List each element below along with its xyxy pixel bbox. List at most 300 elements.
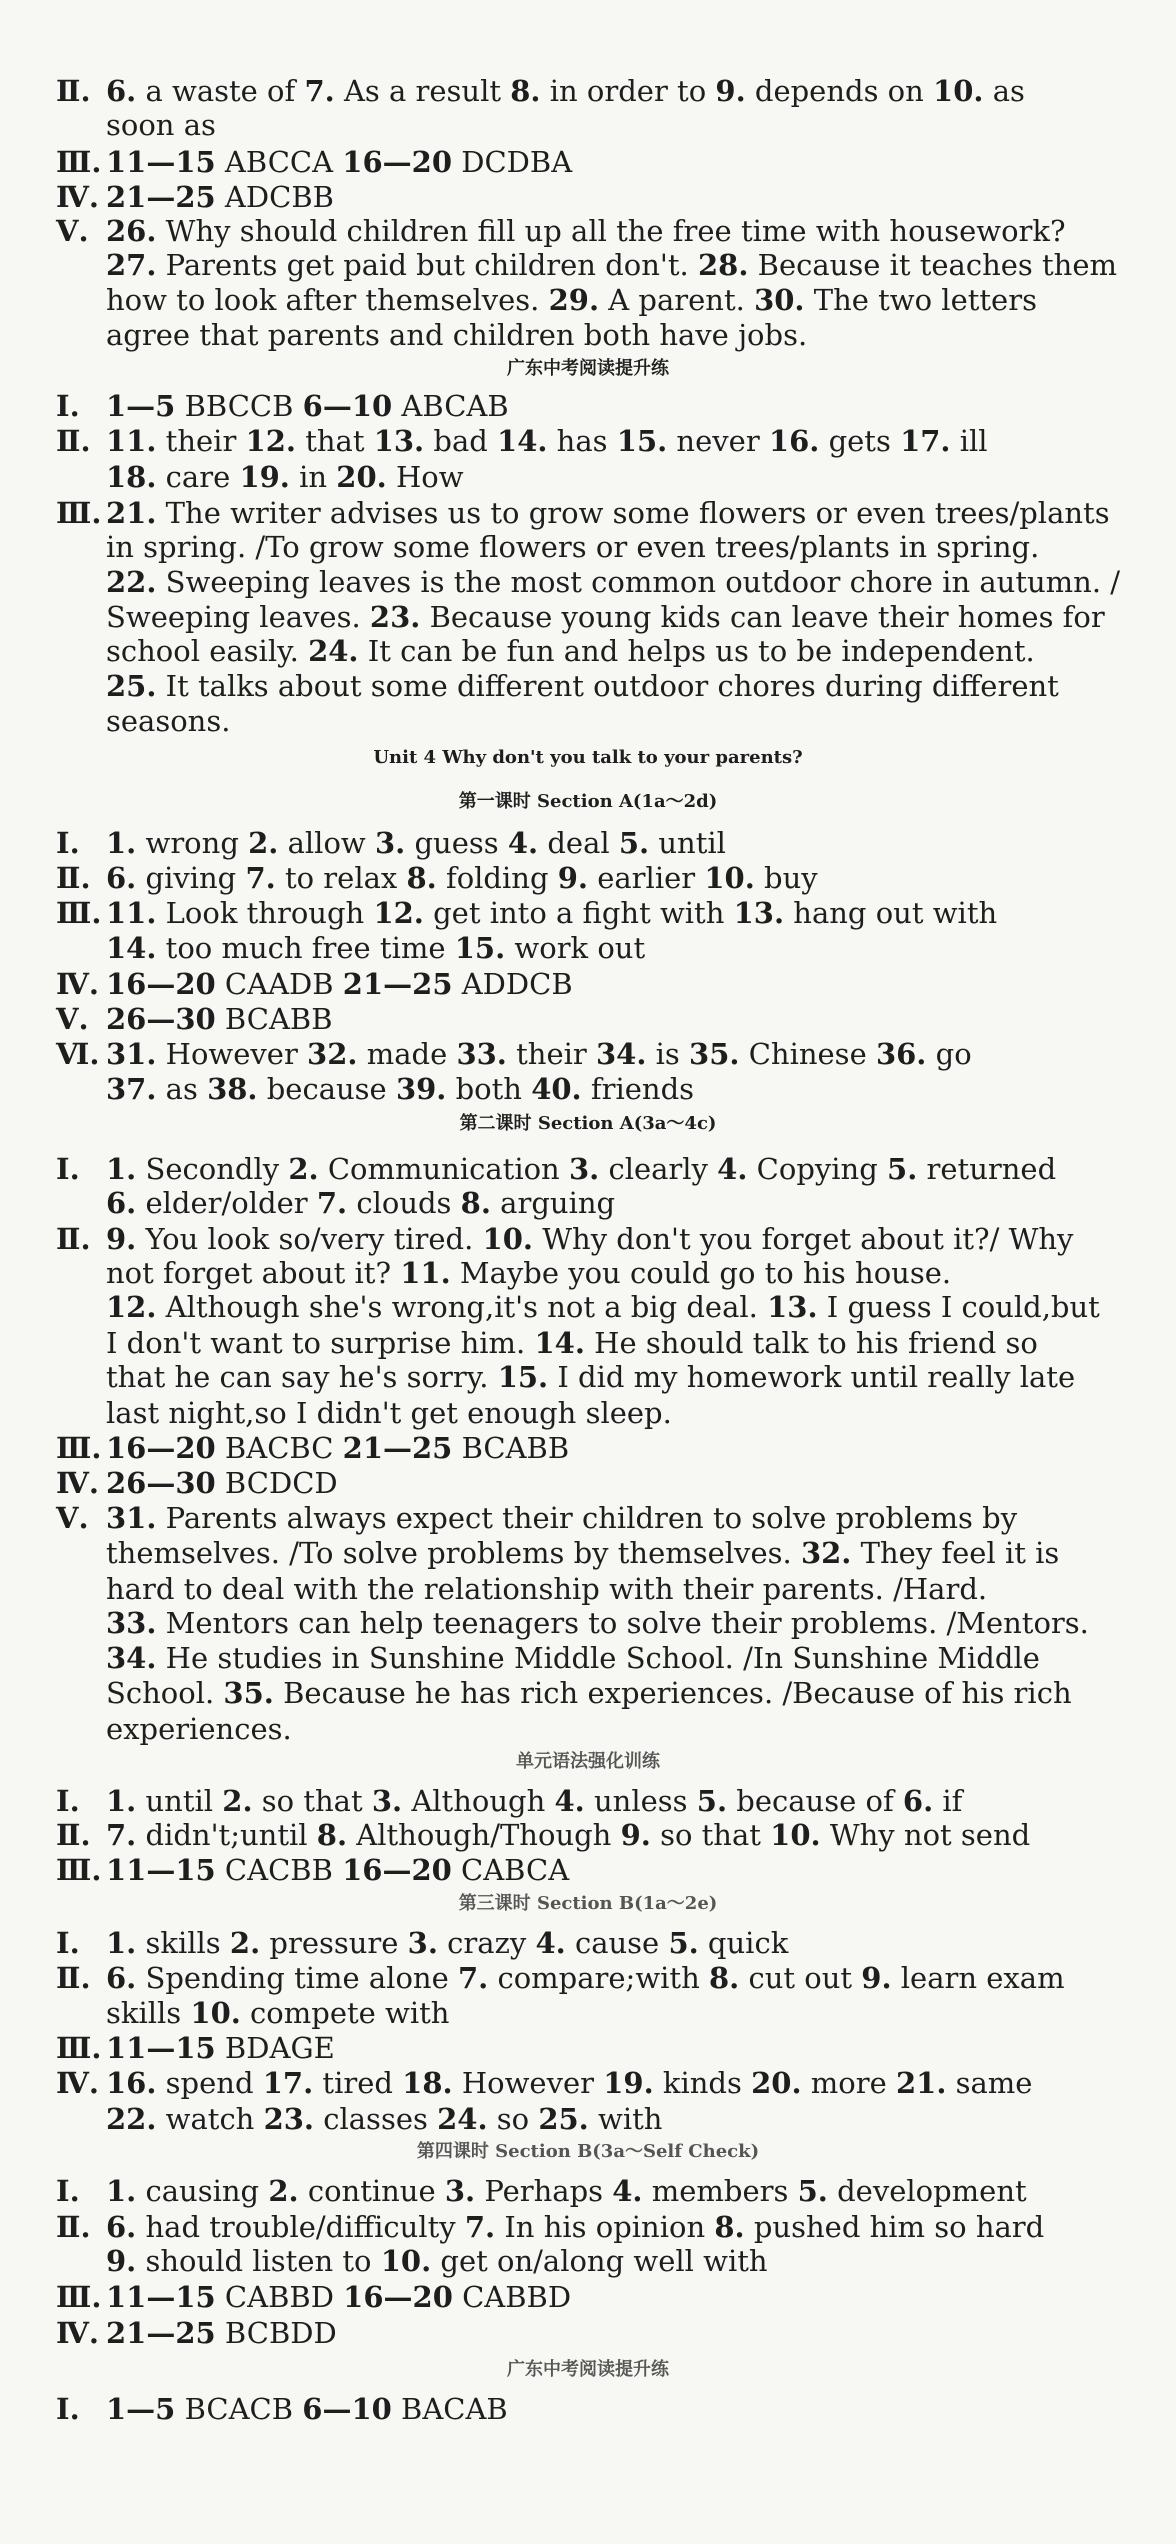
answer-line: [106, 2174, 1027, 2208]
answer-text: spend: [156, 2066, 263, 2100]
answer-line: [106, 2031, 335, 2065]
answer-text: CABCA: [451, 1853, 570, 1887]
part-label: Ⅱ.: [56, 1818, 91, 1852]
question-number: 3.: [371, 1784, 403, 1818]
answer-text: quick: [698, 1926, 789, 1960]
section-heading: 第三课时 Section B(1a～2e): [458, 1893, 718, 1914]
question-number: 7.: [245, 861, 276, 895]
answer-line: [106, 1431, 569, 1465]
answer-text: experiences.: [106, 1712, 292, 1746]
question-number: 6.: [106, 1961, 137, 1995]
answer-text: as: [983, 74, 1025, 108]
answer-text: depends on: [745, 74, 934, 108]
answer-text: last night,so I didn't get enough sleep.: [106, 1396, 672, 1430]
answer-text: However: [156, 1037, 308, 1071]
answer-line: [106, 669, 1059, 703]
answer-text: in spring. /To grow some flowers or even trees/plants in spring.: [106, 530, 1040, 564]
question-number: 16—20: [343, 2280, 453, 2314]
question-number: 4.: [507, 826, 539, 860]
answer-line: [106, 2102, 662, 2136]
answer-text: Why not send: [820, 1818, 1031, 1852]
question-number: 12.: [106, 1290, 157, 1324]
question-number: 28.: [697, 248, 749, 282]
question-number: 4.: [535, 1926, 566, 1960]
question-number: 39.: [395, 1072, 447, 1106]
question-number: 32.: [800, 1536, 852, 1570]
question-number: 32.: [307, 1037, 358, 1071]
answer-text: BDAGE: [215, 2031, 335, 2065]
part-label: Ⅱ.: [56, 1222, 91, 1256]
answer-line: [106, 1222, 1073, 1256]
answer-text: should listen to: [136, 2244, 381, 2278]
answer-text: cut out: [739, 1961, 862, 1995]
question-number: 16—20: [342, 145, 452, 179]
question-number: 25.: [106, 669, 157, 703]
answer-line: [106, 2316, 337, 2350]
question-number: 25.: [538, 2102, 589, 2136]
question-number: 1.: [106, 826, 137, 860]
answer-text: crazy: [437, 1926, 536, 1960]
answer-text: Because he has rich experiences. /Because of his rich: [273, 1676, 1072, 1710]
answer-text: ill: [950, 424, 988, 458]
answer-line: [106, 283, 1037, 317]
answer-text: not forget about it?: [106, 1256, 401, 1290]
question-number: 6.: [106, 2210, 137, 2244]
question-number: 8.: [460, 1186, 491, 1220]
answer-text: BACBC: [215, 1431, 343, 1465]
answer-text: to relax: [275, 861, 407, 895]
answer-text: However: [452, 2066, 604, 2100]
answer-line: [106, 1326, 1038, 1360]
answer-text: both: [446, 1072, 532, 1106]
answer-text: BBCCB: [175, 389, 303, 423]
question-number: 6.: [106, 861, 137, 895]
answer-text: How: [386, 460, 464, 494]
answer-text: kinds: [653, 2066, 752, 2100]
answer-text: Why don't you forget about it?/ Why: [533, 1222, 1074, 1256]
answer-text: folding: [436, 861, 558, 895]
section-heading: 广东中考阅读提升练: [507, 2359, 669, 2380]
answer-text: Because young kids can leave their homes for: [420, 600, 1105, 634]
part-label: Ⅱ.: [56, 1961, 91, 1995]
answer-text: members: [642, 2174, 798, 2208]
question-number: 6—10: [302, 2392, 392, 2426]
question-number: 9.: [557, 861, 589, 895]
answer-text: buy: [754, 861, 818, 895]
part-label: Ⅰ.: [56, 1152, 80, 1186]
question-number: 23.: [263, 2102, 315, 2136]
question-number: 8.: [708, 1961, 740, 1995]
part-label: Ⅰ.: [56, 826, 80, 860]
part-label: Ⅳ.: [56, 967, 100, 1001]
answer-line: [106, 214, 1066, 248]
answer-line: [106, 318, 807, 352]
answer-text: is: [646, 1037, 690, 1071]
answer-line: [106, 180, 334, 214]
question-number: 34.: [595, 1037, 647, 1071]
answer-text: get into a fight with: [423, 896, 734, 930]
answer-text: watch: [156, 2102, 264, 2136]
answer-text: had trouble/difficulty: [136, 2210, 465, 2244]
section-heading: 第四课时 Section B(3a～Self Check): [416, 2141, 760, 2162]
question-number: 30.: [754, 283, 805, 317]
question-number: 40.: [531, 1072, 582, 1106]
answer-text: their: [156, 424, 246, 458]
answer-line: [106, 1360, 1075, 1394]
answer-text: Because it teaches them: [748, 248, 1118, 282]
answer-text: BCACB: [175, 2392, 303, 2426]
answer-text: if: [933, 1784, 963, 1818]
question-number: 1.: [106, 1152, 137, 1186]
answer-text: their: [506, 1037, 596, 1071]
question-number: 19.: [603, 2066, 654, 2100]
question-number: 10.: [933, 74, 984, 108]
answer-text: bad: [424, 424, 498, 458]
question-number: 16—20: [106, 967, 216, 1001]
question-number: 9.: [861, 1961, 892, 1995]
answer-text: Secondly: [136, 1152, 289, 1186]
answer-text: You look so/very tired.: [136, 1222, 483, 1256]
answer-line: [106, 1072, 694, 1106]
answer-line: [106, 826, 726, 860]
question-number: 22.: [106, 565, 157, 599]
answer-line: [106, 108, 216, 142]
answer-line: [106, 1676, 1072, 1710]
question-number: 26—30: [106, 1466, 216, 1500]
answer-line: [106, 389, 509, 423]
answer-text: because of: [727, 1784, 903, 1818]
answer-text: so: [487, 2102, 539, 2136]
question-number: 5.: [696, 1784, 728, 1818]
answer-line: [106, 145, 572, 179]
part-label: Ⅰ.: [56, 2174, 80, 2208]
answer-text: has: [547, 424, 617, 458]
question-number: 16.: [768, 424, 820, 458]
question-number: 13.: [767, 1290, 818, 1324]
question-number: 18.: [106, 460, 157, 494]
question-number: 5.: [797, 2174, 828, 2208]
answer-line: [106, 1002, 333, 1036]
question-number: 8.: [714, 2210, 745, 2244]
answer-line: [106, 1606, 1089, 1640]
answer-text: The writer advises us to grow some flowers or even trees/plants: [156, 496, 1110, 530]
question-number: 23.: [369, 600, 421, 634]
answer-text: deal: [538, 826, 619, 860]
question-number: 37.: [106, 1072, 157, 1106]
question-number: 14.: [106, 931, 157, 965]
answer-line: [106, 248, 1117, 282]
answer-text: too much free time: [156, 931, 455, 965]
answer-text: It can be fun and helps us to be independent.: [358, 634, 1035, 668]
answer-text: I guess I could,but: [817, 1290, 1100, 1324]
answer-text: classes: [314, 2102, 438, 2136]
answer-line: [106, 2392, 508, 2426]
answer-line: [106, 1501, 1017, 1535]
question-number: 12.: [245, 424, 296, 458]
answer-text: care: [156, 460, 240, 494]
part-label: Ⅲ.: [56, 1431, 102, 1465]
answer-text: tired: [313, 2066, 403, 2100]
answer-text: It talks about some different outdoor chores during different: [156, 669, 1059, 703]
answer-text: how to look after themselves.: [106, 283, 549, 317]
answer-text: same: [946, 2066, 1033, 2100]
part-label: Ⅱ.: [56, 424, 91, 458]
answer-text: so that: [252, 1784, 372, 1818]
answer-text: Perhaps: [475, 2174, 613, 2208]
question-number: 1—5: [106, 389, 176, 423]
question-number: 18.: [402, 2066, 453, 2100]
question-number: 17.: [262, 2066, 314, 2100]
answer-text: ADCBB: [215, 180, 334, 214]
answer-text: a waste of: [136, 74, 305, 108]
section-heading: 第一课时 Section A(1a～2d): [458, 791, 718, 812]
answer-text: soon as: [106, 108, 216, 142]
question-number: 5.: [887, 1152, 918, 1186]
answer-text: CABBD: [452, 2280, 572, 2314]
question-number: 14.: [534, 1326, 585, 1360]
answer-text: as: [156, 1072, 208, 1106]
part-label: Ⅲ.: [56, 496, 102, 530]
question-number: 34.: [106, 1641, 157, 1675]
answer-text: skills: [106, 1996, 191, 2030]
answer-text: guess: [405, 826, 508, 860]
answer-text: get on/along well with: [431, 2244, 768, 2278]
part-label: Ⅲ.: [56, 145, 102, 179]
answer-text: Parents get paid but children don't.: [156, 248, 698, 282]
question-number: 2.: [248, 826, 279, 860]
question-number: 24.: [437, 2102, 488, 2136]
answer-text: Why should children fill up all the free time with housework?: [156, 214, 1066, 248]
answer-text: ADDCB: [452, 967, 573, 1001]
answer-line: [106, 1256, 951, 1290]
answer-text: Spending time alone: [136, 1961, 458, 1995]
answer-text: compete with: [240, 1996, 450, 2030]
question-number: 10.: [380, 2244, 432, 2278]
question-number: 13.: [373, 424, 425, 458]
question-number: 24.: [308, 634, 359, 668]
question-number: 11—15: [106, 1853, 216, 1887]
answer-text: causing: [136, 2174, 269, 2208]
answer-text: arguing: [490, 1186, 616, 1220]
answer-line: [106, 1784, 962, 1818]
question-number: 35.: [223, 1676, 274, 1710]
question-number: 1.: [106, 1784, 137, 1818]
answer-text: seasons.: [106, 704, 231, 738]
question-number: 11—15: [106, 2280, 216, 2314]
answer-text: BCDCD: [215, 1466, 338, 1500]
part-label: Ⅱ.: [56, 2210, 91, 2244]
answer-text: DCDBA: [452, 145, 573, 179]
question-number: 4.: [717, 1152, 748, 1186]
question-number: 16.: [106, 2066, 157, 2100]
question-number: 9.: [106, 1222, 137, 1256]
question-number: 1.: [106, 2174, 137, 2208]
answer-text: I did my homework until really late: [548, 1360, 1076, 1394]
answer-text: school easily.: [106, 634, 309, 668]
question-number: 4.: [554, 1784, 585, 1818]
answer-text: ABCAB: [392, 389, 509, 423]
question-number: 5.: [668, 1926, 699, 1960]
question-number: 7.: [464, 2210, 496, 2244]
question-number: 21—25: [106, 2316, 216, 2350]
question-number: 16—20: [106, 1431, 216, 1465]
question-number: 1—5: [106, 2392, 176, 2426]
answer-line: [106, 1290, 1100, 1324]
answer-text: gets: [819, 424, 901, 458]
answer-text: in order to: [540, 74, 716, 108]
answer-text: Chinese: [739, 1037, 876, 1071]
answer-line: [106, 1818, 1030, 1852]
answer-text: returned: [917, 1152, 1057, 1186]
answer-text: cause: [565, 1926, 669, 1960]
question-number: 11.: [106, 424, 157, 458]
part-label: Ⅳ.: [56, 2066, 100, 2100]
answer-text: earlier: [588, 861, 705, 895]
answer-line: [106, 931, 645, 965]
question-number: 3.: [374, 826, 406, 860]
question-number: 20.: [751, 2066, 802, 2100]
answer-line: [106, 2244, 768, 2278]
question-number: 10.: [482, 1222, 533, 1256]
answer-text: Communication: [318, 1152, 569, 1186]
question-number: 22.: [106, 2102, 157, 2136]
question-number: 6.: [106, 1186, 137, 1220]
answer-text: Parents always expect their children to solve problems by: [156, 1501, 1018, 1535]
answer-line: [106, 460, 464, 494]
question-number: 8.: [316, 1818, 348, 1852]
answer-text: wrong: [136, 826, 249, 860]
answer-text: go: [926, 1037, 972, 1071]
answer-text: Sweeping leaves is the most common outdoor chore in autumn. /: [156, 565, 1121, 599]
answer-text: with: [588, 2102, 663, 2136]
question-number: 19.: [239, 460, 290, 494]
question-number: 6.: [106, 74, 137, 108]
answer-text: pushed him so hard: [744, 2210, 1045, 2244]
question-number: 20.: [336, 460, 387, 494]
question-number: 3.: [568, 1152, 600, 1186]
answer-line: [106, 1037, 972, 1071]
answer-line: [106, 896, 997, 930]
question-number: 10.: [704, 861, 755, 895]
part-label: Ⅳ.: [56, 1466, 100, 1500]
question-number: 21—25: [342, 1431, 453, 1465]
answer-text: pressure: [260, 1926, 408, 1960]
answer-text: He should talk to his friend so: [584, 1326, 1038, 1360]
part-label: Ⅴ.: [56, 214, 89, 248]
answer-text: They feel it is: [851, 1536, 1060, 1570]
answer-text: allow: [278, 826, 375, 860]
answer-line: [106, 530, 1039, 564]
answer-line: [106, 74, 1025, 108]
answer-line: [106, 1641, 1040, 1675]
answer-line: [106, 861, 818, 895]
answer-text: Although she's wrong,it's not a big deal.: [156, 1290, 768, 1324]
question-number: 33.: [456, 1037, 507, 1071]
answer-text: In his opinion: [495, 2210, 715, 2244]
answer-text: made: [357, 1037, 457, 1071]
answer-text: He studies in Sunshine Middle School. /In Sunshine Middle: [156, 1641, 1040, 1675]
question-number: 35.: [689, 1037, 740, 1071]
question-number: 3.: [407, 1926, 438, 1960]
question-number: 15.: [497, 1360, 549, 1394]
answer-text: As a result: [334, 74, 511, 108]
answer-line: [106, 565, 1120, 599]
part-label: Ⅱ.: [56, 74, 91, 108]
question-number: 11—15: [106, 145, 216, 179]
question-number: 7.: [457, 1961, 489, 1995]
answer-text: clearly: [599, 1152, 718, 1186]
part-label: Ⅰ.: [56, 1784, 80, 1818]
answer-text: development: [827, 2174, 1027, 2208]
question-number: 9.: [715, 74, 746, 108]
question-number: 29.: [548, 283, 600, 317]
answer-text: giving: [136, 861, 246, 895]
question-number: 11—15: [106, 2031, 216, 2065]
part-label: Ⅵ.: [56, 1037, 100, 1071]
question-number: 26.: [106, 214, 157, 248]
answer-line: [106, 600, 1105, 634]
question-number: 6—10: [302, 389, 393, 423]
answer-text: so that: [650, 1818, 771, 1852]
answer-text: hard to deal with the relationship with their parents. /Hard.: [106, 1572, 988, 1606]
question-number: 31.: [106, 1037, 157, 1071]
part-label: Ⅴ.: [56, 1501, 89, 1535]
answer-text: until: [649, 826, 726, 860]
answer-text: work out: [505, 931, 646, 965]
question-number: 2.: [268, 2174, 299, 2208]
answer-text: Look through: [156, 896, 374, 930]
part-label: Ⅰ.: [56, 1926, 80, 1960]
answer-text: Mentors can help teenagers to solve their problems. /Mentors.: [156, 1606, 1089, 1640]
part-label: Ⅳ.: [56, 2316, 100, 2350]
question-number: 7.: [106, 1818, 137, 1852]
question-number: 31.: [106, 1501, 157, 1535]
answer-text: CACBB: [215, 1853, 343, 1887]
answer-line: [106, 1572, 987, 1606]
answer-text: Maybe you could go to his house.: [450, 1256, 952, 1290]
answer-text: BACAB: [391, 2392, 508, 2426]
answer-text: The two letters: [804, 283, 1037, 317]
answer-text: A parent.: [599, 283, 755, 317]
question-number: 21.: [895, 2066, 947, 2100]
question-number: 16—20: [342, 1853, 452, 1887]
answer-text: friends: [581, 1072, 695, 1106]
answer-line: [106, 1712, 292, 1746]
answer-text: until: [136, 1784, 223, 1818]
answer-line: [106, 704, 230, 738]
answer-line: [106, 1926, 788, 1960]
answer-text: learn exam: [891, 1961, 1065, 1995]
question-number: 13.: [733, 896, 785, 930]
part-label: Ⅰ.: [56, 2392, 80, 2426]
answer-line: [106, 496, 1110, 530]
answer-text: unless: [584, 1784, 697, 1818]
answer-text: because: [257, 1072, 396, 1106]
part-label: Ⅲ.: [56, 1853, 102, 1887]
question-number: 33.: [106, 1606, 157, 1640]
question-number: 7.: [316, 1186, 348, 1220]
question-number: 9.: [106, 2244, 137, 2278]
part-label: Ⅳ.: [56, 180, 100, 214]
answer-line: [106, 1536, 1059, 1570]
part-label: Ⅲ.: [56, 2031, 102, 2065]
answer-text: agree that parents and children both have jobs.: [106, 318, 808, 352]
question-number: 3.: [444, 2174, 476, 2208]
answer-text: ABCCA: [215, 145, 343, 179]
question-number: 38.: [207, 1072, 258, 1106]
answer-line: [106, 424, 988, 458]
answer-text: didn't;until: [136, 1818, 317, 1852]
